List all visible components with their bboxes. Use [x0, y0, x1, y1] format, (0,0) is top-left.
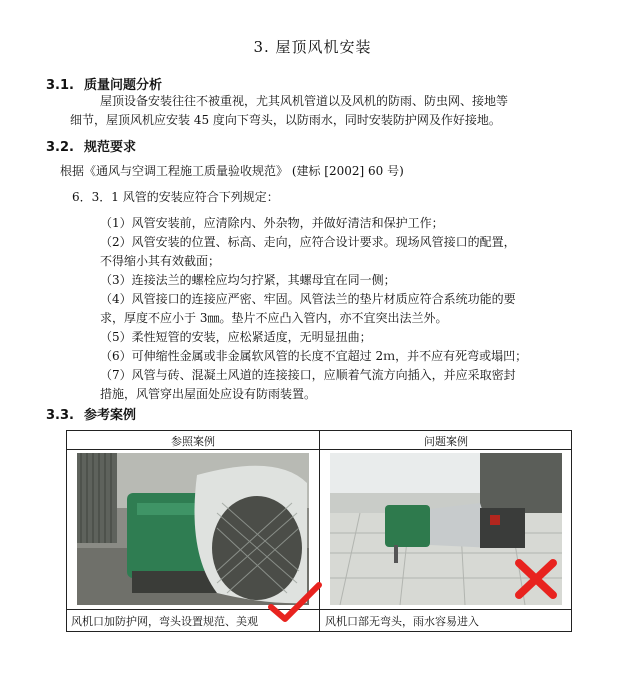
- spec-item: （4）风管接口的连接应严密、牢固。风管法兰的垫片材质应符合系统功能的要: [100, 292, 516, 306]
- checkmark-icon: [267, 581, 323, 627]
- spec-item: （6）可伸缩性金属或非金属软风管的长度不宜超过 2ｍ，并不应有死弯或塌凹；: [100, 349, 528, 363]
- reference-case-header: 参照案例: [171, 435, 215, 448]
- section-number: 3.1.: [46, 78, 74, 93]
- section-number: 3.3.: [46, 408, 74, 423]
- spec-item: （3）连接法兰的螺栓应均匀拧紧，其螺母宜在同一侧；: [100, 273, 396, 287]
- cross-icon: [513, 557, 559, 601]
- section-label: 规范要求: [84, 140, 137, 155]
- spec-clause: 6．3．1 风管的安装应符合下列规定：: [72, 190, 279, 204]
- spec-item: 不得缩小其有效截面；: [100, 254, 221, 268]
- analysis-line-1: 屋顶设备安装往往不被重视，尤其风机管道以及风机的防雨、防虫网、接地等: [100, 94, 509, 108]
- spec-item: （5）柔性短管的安装，应松紧适度，无明显扭曲；: [100, 330, 372, 344]
- problem-case-header: 问题案例: [424, 435, 468, 448]
- case-table: [66, 430, 572, 632]
- table-divider: [67, 449, 571, 450]
- spec-item: 措施，风管穿出屋面处应设有防雨装置。: [100, 387, 317, 401]
- analysis-line-2: 细节，屋顶风机应安装 45 度向下弯头，以防雨水，同时安装防护网及作好接地。: [70, 113, 501, 127]
- section-label: 参考案例: [84, 408, 137, 423]
- problem-case-caption: 风机口部无弯头，雨水容易进入: [325, 615, 479, 628]
- spec-item: 求，厚度不应小于 3㎜。垫片不应凸入管内，亦不宜突出法兰外。: [100, 311, 448, 325]
- spec-item: （1）风管安装前，应清除内、外杂物，并做好清洁和保护工作；: [100, 216, 444, 230]
- spec-basis: 根据《通风与空调工程施工质量验收规范》 (建标 [2002] 60 号): [60, 164, 404, 178]
- spec-item: （2）风管安装的位置、标高、走向，应符合设计要求。现场风管接口的配置，: [100, 235, 516, 249]
- section-number: 3.2.: [46, 140, 74, 155]
- spec-item: （7）风管与砖、混凝土风道的连接接口，应顺着气流方向插入，并应采取密封: [100, 368, 516, 382]
- section-heading-analysis: [46, 74, 162, 93]
- section-heading-spec: [46, 136, 136, 155]
- page-title: 3. 屋顶风机安装: [253, 38, 372, 56]
- reference-case-caption: 风机口加防护网，弯头设置规范、美观: [71, 615, 258, 628]
- section-label: 质量问题分析: [84, 78, 163, 93]
- section-heading-cases: [46, 404, 136, 423]
